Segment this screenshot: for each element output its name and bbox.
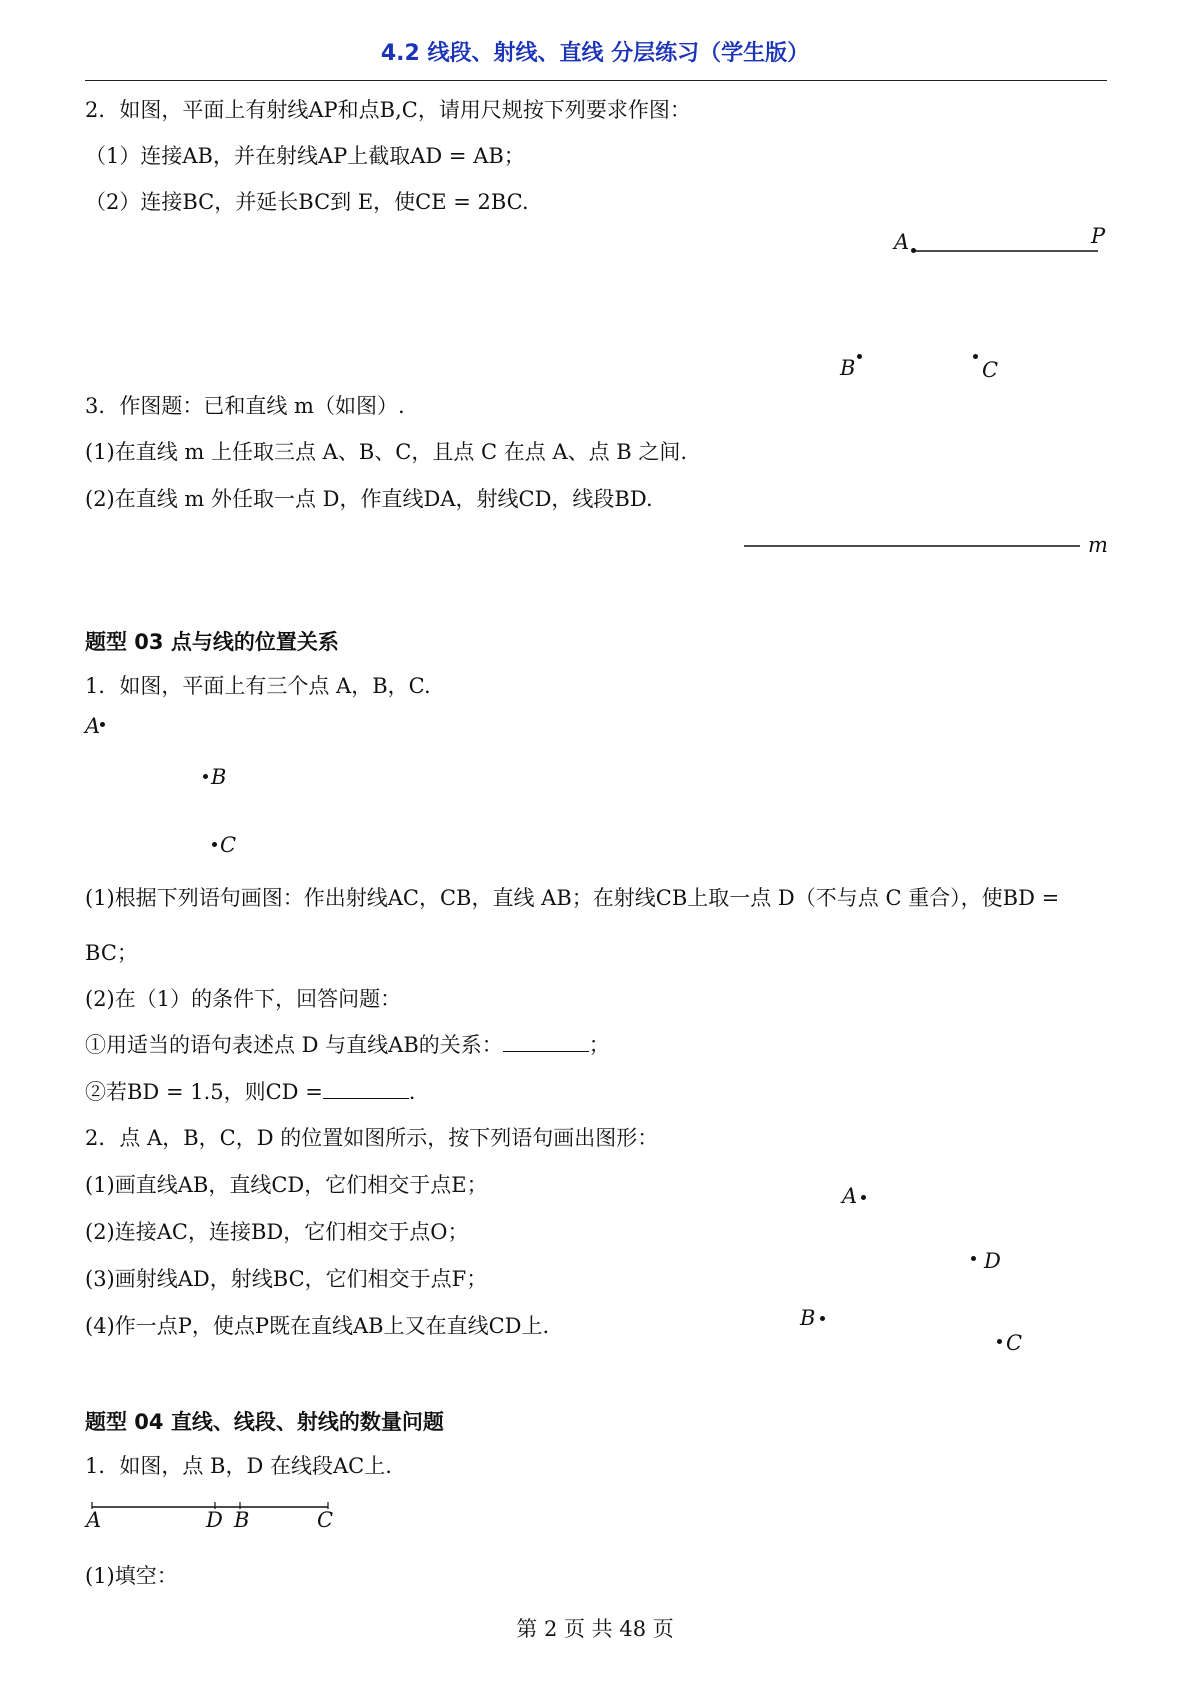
page-number: 第 2 页 共 48 页: [516, 1617, 674, 1641]
s03-q1-sub1-text: ①用适当的语句表述点 D 与直线AB的关系：: [85, 1033, 503, 1057]
s03-q1-part1-line2: BC；: [85, 941, 138, 965]
s04-label-b: B: [234, 1508, 250, 1532]
s03-q1-sub2: [85, 1079, 415, 1105]
section-03-heading: 题型 03 点与线的位置关系: [85, 630, 339, 654]
section-04-heading: 题型 04 直线、线段、射线的数量问题: [85, 1410, 444, 1434]
s03-label-a: A: [85, 714, 101, 738]
label-p: P: [1091, 224, 1106, 248]
s04-label-a: A: [86, 1508, 102, 1532]
label-m: m: [1088, 533, 1108, 557]
s03-q2-label-b: B: [800, 1306, 816, 1330]
s04-q1-stem: 1．如图，点 B，D 在线段AC上.: [85, 1454, 392, 1478]
s03-q1-part2: (2)在（1）的条件下，回答问题：: [85, 987, 402, 1011]
s04-label-c: C: [317, 1508, 334, 1532]
s03-point-a: [100, 722, 105, 727]
s03-q1-sub2-text: ②若BD = 1.5，则CD =: [85, 1080, 323, 1104]
answer-blank-1[interactable]: [503, 1033, 589, 1052]
answer-blank-2[interactable]: [323, 1080, 409, 1099]
q3-stem: 3．作图题：已和直线 m（如图）.: [85, 394, 405, 418]
label-b: B: [840, 356, 856, 380]
s03-q1-sub2-end: .: [408, 1080, 416, 1104]
s03-q2-label-d: D: [984, 1249, 1001, 1273]
point-a: [911, 248, 916, 253]
q3-part1: (1)在直线 m 上任取三点 A、B、C，且点 C 在点 A、点 B 之间.: [85, 440, 688, 464]
s03-q2-part2: (2)连接AC，连接BD，它们相交于点O；: [85, 1220, 469, 1244]
s03-point-c: [212, 842, 217, 847]
q2-part1: （1）连接AB，并在射线AP上截取AD = AB；: [85, 144, 525, 168]
s03-q2-label-a: A: [842, 1184, 858, 1208]
s03-q2-part3: (3)画射线AD，射线BC，它们相交于点F；: [85, 1267, 488, 1291]
s03-q2-part1: (1)画直线AB，直线CD，它们相交于点E；: [85, 1173, 488, 1197]
s03-q2-stem: 2．点 A，B，C，D 的位置如图所示，按下列语句画出图形：: [85, 1126, 659, 1150]
label-c: C: [982, 358, 999, 382]
q2-part2: （2）连接BC，并延长BC到 E，使CE = 2BC.: [85, 190, 529, 214]
page-title: 4.2 线段、射线、直线 分层练习（学生版）: [380, 41, 810, 66]
s03-label-c: C: [220, 833, 237, 857]
s03-q1-stem: 1．如图，平面上有三个点 A，B，C.: [85, 674, 431, 698]
point-b: [857, 354, 862, 359]
s03-label-b: B: [211, 765, 227, 789]
q2-stem: 2．如图，平面上有射线AP和点B,C，请用尺规按下列要求作图：: [85, 98, 691, 122]
s03-q1-part1-line1: (1)根据下列语句画图：作出射线AC，CB，直线 AB；在射线CB上取一点 D（不与点 C 重合），使BD =: [85, 886, 1060, 910]
s03-q2-point-c: [997, 1339, 1002, 1344]
s04-label-d: D: [206, 1508, 223, 1532]
s03-q2-point-b: [820, 1316, 825, 1321]
s03-q2-label-c: C: [1006, 1331, 1023, 1355]
s03-q2-point-a: [861, 1195, 866, 1200]
s03-point-b: [203, 774, 208, 779]
q3-part2: (2)在直线 m 外任取一点 D，作直线DA，射线CD，线段BD.: [85, 487, 653, 511]
s03-q1-sub1: [85, 1032, 610, 1058]
point-c: [973, 354, 978, 359]
s03-q1-sub1-end: ；: [588, 1033, 610, 1057]
s04-q1-part1: (1)填空：: [85, 1564, 178, 1588]
label-a: A: [894, 230, 910, 254]
s03-q2-point-d: [971, 1256, 976, 1261]
s03-q2-part4: (4)作一点P，使点P既在直线AB上又在直线CD上.: [85, 1314, 550, 1338]
